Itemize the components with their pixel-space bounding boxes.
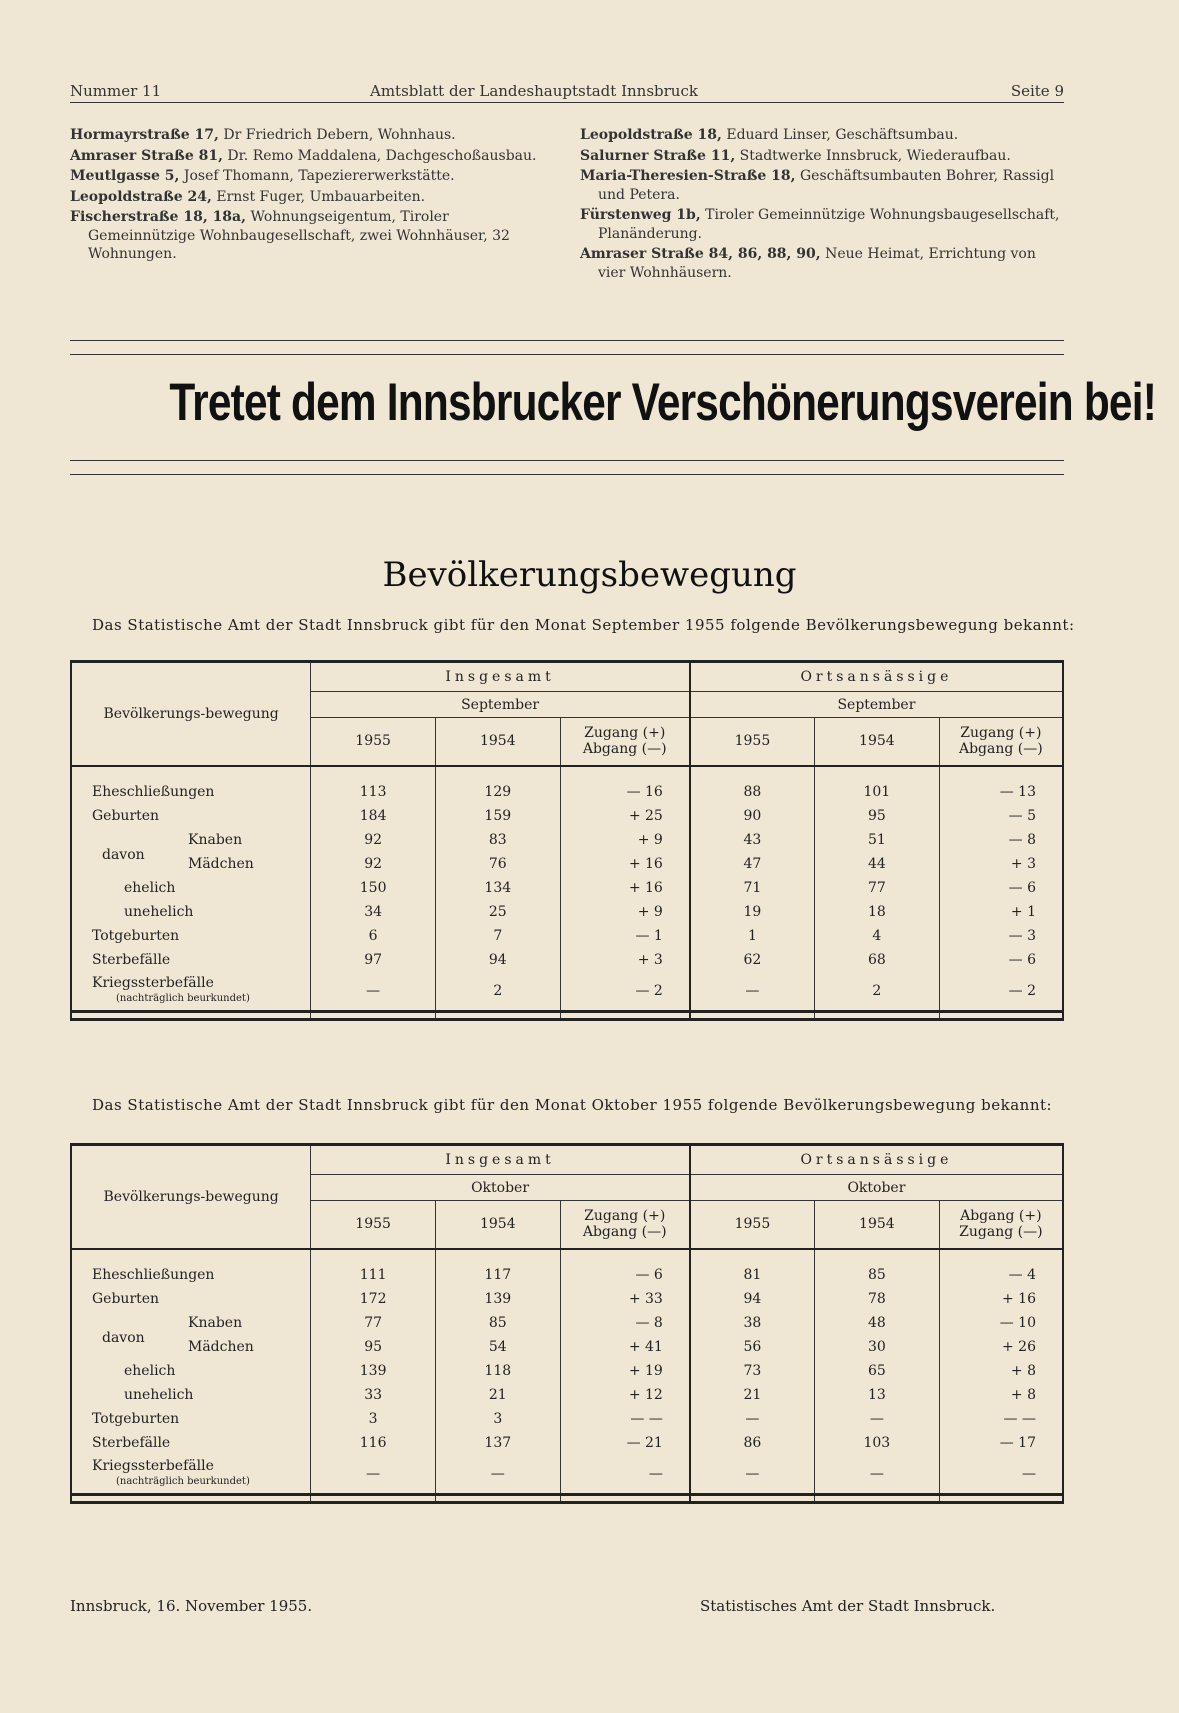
- year-header: 1954: [859, 1216, 895, 1233]
- group-header-total: Insgesamt: [445, 669, 555, 685]
- row-label: Totgeburten: [92, 927, 180, 944]
- entry-description: Stadtwerke Innsbruck, Wiederaufbau.: [739, 147, 1011, 164]
- table-cell: 77: [364, 1314, 383, 1331]
- street-address: Leopoldstraße 24,: [70, 188, 212, 205]
- street-address: Leopoldstraße 18,: [580, 127, 722, 143]
- table-cell: 1: [747, 927, 757, 944]
- building-entry: [580, 167, 1064, 204]
- table-cell: + 16: [628, 879, 663, 896]
- table-cell: — —: [1003, 1410, 1036, 1427]
- row-label: Sterbefälle: [92, 1434, 171, 1451]
- table-cell: —: [366, 1465, 381, 1482]
- table-cell: 4: [872, 927, 882, 944]
- year-header: 1955: [355, 733, 391, 750]
- table-cell: 3: [493, 1410, 503, 1427]
- divider: [70, 460, 1064, 461]
- table-cell: 139: [359, 1362, 387, 1379]
- table-cell: + 8: [1010, 1386, 1036, 1403]
- table-cell: 30: [867, 1338, 886, 1355]
- group-header-residents: Ortsansässige: [800, 1152, 953, 1168]
- table-cell: 7: [493, 927, 503, 944]
- table-cell: 44: [867, 855, 886, 872]
- table-cell: + 16: [628, 855, 663, 872]
- month-header: September: [461, 696, 540, 713]
- table-cell: 78: [867, 1290, 886, 1307]
- table-cell: 68: [867, 951, 886, 968]
- table-cell: 65: [867, 1362, 886, 1379]
- row-label: Geburten: [92, 1290, 160, 1307]
- entry-description: Eduard Linser, Geschäftsumbau.: [726, 127, 959, 143]
- row-label: Geburten: [92, 807, 160, 824]
- table-cell: + 9: [637, 831, 663, 848]
- table-cell: + 33: [628, 1290, 663, 1307]
- table-cell: 92: [364, 855, 383, 872]
- table-cell: 77: [867, 879, 886, 896]
- divider: [70, 340, 1064, 341]
- table-row: [71, 804, 1063, 828]
- year-header: 1954: [479, 733, 516, 750]
- row-label: unehelich: [124, 1386, 194, 1403]
- diff-header: Zugang (+): [584, 1208, 666, 1225]
- year-header: 1955: [355, 1216, 391, 1233]
- row-label: Sterbefälle: [92, 951, 171, 968]
- street-address: Salurner Straße 11,: [580, 147, 736, 164]
- table-cell: 85: [867, 1266, 886, 1283]
- table-cell: 86: [743, 1434, 762, 1451]
- table-cell: 6: [368, 927, 378, 944]
- signature: Statistisches Amt der Stadt Innsbruck.: [700, 1597, 996, 1615]
- table-cell: — 17: [999, 1434, 1036, 1451]
- year-header: 1954: [479, 1216, 516, 1233]
- place-date: Innsbruck, 16. November 1955.: [70, 1597, 313, 1615]
- table-cell: — 3: [1008, 927, 1036, 944]
- september-table: [70, 660, 1064, 1021]
- group-header-residents: Ortsansässige: [800, 669, 953, 685]
- month-header: Oktober: [471, 1179, 530, 1196]
- table-cell: 137: [484, 1434, 512, 1451]
- diff-header: Abgang (+): [960, 1208, 1042, 1225]
- table-cell: + 3: [637, 951, 663, 968]
- table-cell: 76: [488, 855, 507, 872]
- table-cell: 88: [743, 783, 762, 800]
- table-cell: + 1: [1010, 903, 1036, 920]
- september-intro: Das Statistische Amt der Stadt Innsbruck gibt für den Monat September 1955 folgende Bevölkerungsbewegung bekannt:: [92, 616, 1075, 634]
- page-number: Seite 9: [1010, 82, 1064, 100]
- diff-header: Zugang (+): [584, 725, 666, 742]
- table-cell: + 8: [1010, 1362, 1036, 1379]
- table-cell: + 25: [628, 807, 663, 824]
- table-cell: 95: [364, 1338, 383, 1355]
- table-cell: 94: [488, 951, 507, 968]
- davon-label: davon: [102, 846, 145, 863]
- entry-description: Geschäftsumbauten Bohrer, Rassigl und Petera.: [598, 168, 1055, 203]
- group-header-total: Insgesamt: [445, 1152, 555, 1168]
- table-cell: 38: [743, 1314, 762, 1331]
- table-row: [71, 1335, 1063, 1359]
- table-cell: 150: [359, 879, 387, 896]
- diff-header: Abgang (—): [582, 741, 667, 758]
- table-cell: 172: [359, 1290, 387, 1307]
- diff-header: Zugang (+): [960, 725, 1042, 742]
- table-cell: 56: [743, 1338, 762, 1355]
- table-cell: 85: [488, 1314, 507, 1331]
- table-cell: 34: [364, 903, 383, 920]
- table-cell: 90: [743, 807, 762, 824]
- table-cell: 62: [743, 951, 762, 968]
- table-cell: 81: [743, 1266, 762, 1283]
- table-row: [71, 1407, 1063, 1431]
- entry-description: Neue Heimat, Errichtung von vier Wohnhäusern.: [598, 246, 1036, 281]
- table-cell: —: [490, 1465, 505, 1482]
- building-entry: [70, 208, 550, 264]
- building-entry: [70, 188, 550, 207]
- banner-slogan: Tretet dem Innsbrucker Verschönerungsverein bei!: [169, 373, 1157, 432]
- table-cell: 159: [484, 807, 512, 824]
- diff-header: Zugang (—): [959, 1224, 1043, 1241]
- table-cell: 71: [743, 879, 762, 896]
- street-address: Meutlgasse 5,: [70, 168, 180, 184]
- table-row: [71, 852, 1063, 876]
- entry-description: Dr Friedrich Debern, Wohnhaus.: [223, 127, 456, 143]
- street-address: Fürstenweg 1b,: [580, 207, 701, 223]
- row-label: Mädchen: [188, 1338, 254, 1355]
- table-row: [71, 972, 1063, 1012]
- table-row: [71, 828, 1063, 852]
- row-label: Knaben: [188, 1314, 243, 1331]
- building-entry: [70, 147, 550, 166]
- table-row: [71, 780, 1063, 804]
- diff-header: Abgang (—): [582, 1224, 667, 1241]
- table-cell: 95: [867, 807, 886, 824]
- table-cell: — 16: [626, 783, 663, 800]
- table-cell: + 3: [1010, 855, 1036, 872]
- table-cell: — 1: [635, 927, 663, 944]
- table-cell: 2: [493, 982, 503, 999]
- table-cell: —: [745, 982, 760, 999]
- row-label: Eheschließungen: [92, 783, 215, 800]
- table-cell: — 4: [1008, 1266, 1036, 1283]
- table-cell: — 8: [635, 1314, 663, 1331]
- table-cell: 54: [488, 1338, 507, 1355]
- row-label: ehelich: [124, 879, 176, 896]
- row-label: ehelich: [124, 1362, 176, 1379]
- table-cell: + 12: [628, 1386, 663, 1403]
- table-cell: — 6: [1008, 951, 1036, 968]
- table-cell: 103: [863, 1434, 891, 1451]
- publication-title: Amtsblatt der Landeshauptstadt Innsbruck: [370, 82, 698, 100]
- divider: [70, 354, 1064, 355]
- table-cell: — 10: [999, 1314, 1036, 1331]
- year-header: 1954: [859, 733, 895, 750]
- table-cell: — 8: [1008, 831, 1036, 848]
- year-header: 1955: [734, 1216, 771, 1233]
- october-intro: Das Statistische Amt der Stadt Innsbruck gibt für den Monat Oktober 1955 folgende Bevölkerungsbewegung bekannt:: [92, 1096, 1053, 1114]
- entry-description: Dr. Remo Maddalena, Dachgeschoßausbau.: [227, 147, 537, 164]
- entry-description: Ernst Fuger, Umbauarbeiten.: [216, 188, 426, 205]
- row-label: Knaben: [188, 831, 243, 848]
- table-cell: — 5: [1008, 807, 1036, 824]
- table-cell: + 19: [628, 1362, 663, 1379]
- table-cell: 111: [359, 1266, 387, 1283]
- issue-number: Nummer 11: [70, 82, 162, 100]
- table-cell: 3: [368, 1410, 378, 1427]
- table-row: [71, 1263, 1063, 1287]
- month-header: September: [837, 696, 916, 713]
- table-cell: + 16: [1002, 1290, 1036, 1307]
- street-address: Fischerstraße 18, 18a,: [70, 209, 246, 225]
- table-cell: 134: [484, 879, 512, 896]
- table-cell: — 6: [1008, 879, 1036, 896]
- table-cell: 47: [743, 855, 762, 872]
- table-cell: 83: [488, 831, 507, 848]
- building-entry: [580, 126, 1064, 145]
- row-label: unehelich: [124, 903, 194, 920]
- building-entry: [70, 167, 550, 186]
- row-label-header: Bevölkerungs-bewegung: [103, 1188, 279, 1205]
- table-cell: + 41: [628, 1338, 663, 1355]
- table-cell: 25: [488, 903, 507, 920]
- street-address: Maria-Theresien-Straße 18,: [580, 168, 796, 184]
- table-cell: —: [648, 1465, 663, 1482]
- entry-description: Tiroler Gemeinnützige Wohnungsbaugesellschaft, Planänderung.: [598, 207, 1060, 242]
- section-title: Bevölkerungsbewegung: [382, 555, 797, 595]
- street-address: Hormayrstraße 17,: [70, 127, 219, 143]
- table-cell: 73: [743, 1362, 762, 1379]
- table-cell: 117: [484, 1266, 512, 1283]
- table-cell: 139: [484, 1290, 512, 1307]
- table-cell: 129: [484, 783, 512, 800]
- row-label: Kriegssterbefälle: [92, 974, 214, 991]
- street-address: Amraser Straße 84, 86, 88, 90,: [580, 246, 821, 262]
- row-label: Kriegssterbefälle: [92, 1457, 214, 1474]
- month-header: Oktober: [847, 1179, 906, 1196]
- table-cell: —: [745, 1410, 760, 1427]
- table-cell: 97: [364, 951, 383, 968]
- table-cell: — —: [630, 1410, 663, 1427]
- table-cell: 118: [484, 1362, 512, 1379]
- table-cell: 21: [743, 1386, 762, 1403]
- diff-header: Abgang (—): [958, 741, 1043, 758]
- table-cell: — 6: [635, 1266, 663, 1283]
- table-cell: — 2: [1008, 982, 1036, 999]
- entry-description: Wohnungseigentum, Tiroler Gemeinnützige Wohnbaugesellschaft, zwei Wohnhäuser, 32 Wohnungen.: [88, 209, 510, 262]
- table-cell: 113: [359, 783, 387, 800]
- row-label: Eheschließungen: [92, 1266, 215, 1283]
- table-cell: —: [869, 1410, 884, 1427]
- table-row: [71, 1359, 1063, 1383]
- table-cell: + 26: [1002, 1338, 1036, 1355]
- table-cell: 33: [364, 1386, 383, 1403]
- entry-description: Josef Thomann, Tapeziererwerkstätte.: [183, 168, 455, 184]
- table-cell: 94: [743, 1290, 762, 1307]
- table-row: [71, 948, 1063, 972]
- building-entry: [580, 147, 1064, 166]
- table-cell: 51: [867, 831, 886, 848]
- table-cell: 19: [743, 903, 762, 920]
- building-entry: [580, 206, 1064, 243]
- row-sublabel: (nachträglich beurkundet): [116, 1475, 250, 1487]
- table-cell: + 9: [637, 903, 663, 920]
- table-cell: —: [745, 1465, 760, 1482]
- row-label-header: Bevölkerungs-bewegung: [103, 705, 279, 722]
- table-cell: — 2: [635, 982, 663, 999]
- table-cell: —: [366, 982, 381, 999]
- table-cell: —: [869, 1465, 884, 1482]
- table-cell: — 21: [626, 1434, 663, 1451]
- table-cell: 101: [863, 783, 891, 800]
- table-cell: 184: [359, 807, 387, 824]
- table-cell: 21: [488, 1386, 507, 1403]
- table-row: [71, 876, 1063, 900]
- table-row: [71, 1431, 1063, 1455]
- table-cell: 116: [359, 1434, 387, 1451]
- building-list-left: [70, 126, 550, 266]
- table-cell: 43: [743, 831, 762, 848]
- table-cell: 2: [872, 982, 882, 999]
- table-cell: 18: [867, 903, 886, 920]
- year-header: 1955: [734, 733, 771, 750]
- building-entry: [580, 245, 1064, 282]
- divider: [70, 474, 1064, 475]
- table-row: [71, 1455, 1063, 1495]
- row-label: Totgeburten: [92, 1410, 180, 1427]
- street-address: Amraser Straße 81,: [70, 147, 223, 164]
- table-row: [71, 1311, 1063, 1335]
- table-cell: 48: [867, 1314, 886, 1331]
- table-cell: — 13: [999, 783, 1036, 800]
- building-entry: [70, 126, 550, 145]
- october-table: [70, 1143, 1064, 1504]
- table-cell: —: [1022, 1465, 1036, 1482]
- table-row: [71, 900, 1063, 924]
- table-cell: 13: [867, 1386, 886, 1403]
- davon-label: davon: [102, 1329, 145, 1346]
- row-label: Mädchen: [188, 855, 254, 872]
- table-row: [71, 1383, 1063, 1407]
- building-list-right: [580, 126, 1064, 284]
- table-row: [71, 1287, 1063, 1311]
- row-sublabel: (nachträglich beurkundet): [116, 992, 250, 1004]
- table-cell: 92: [364, 831, 383, 848]
- page-header: [70, 78, 1064, 103]
- table-row: [71, 924, 1063, 948]
